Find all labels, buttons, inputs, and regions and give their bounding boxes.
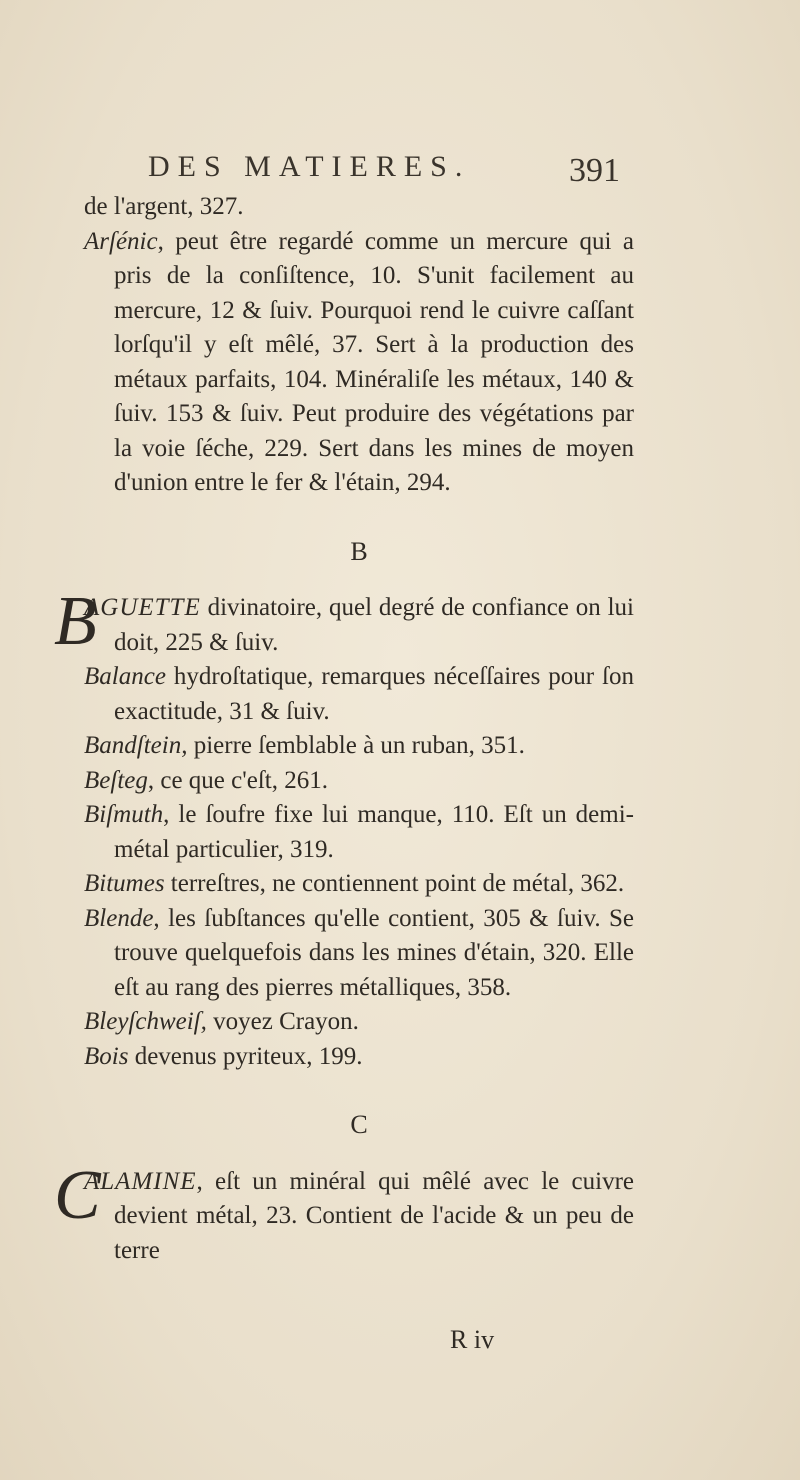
entry-text: divinatoire, quel degré de confiance on lui doit, 225 & ſuiv. (114, 594, 634, 656)
entry-term: Biſmuth (84, 801, 164, 828)
entry-besteg (84, 764, 634, 799)
entry-term: Bois (84, 1042, 129, 1070)
entry-arsenic (84, 225, 634, 501)
entry-text: hydroſtatique, remarques néceſſaires pour ſon exactitude, 31 & ſuiv. (114, 663, 634, 725)
entry-term: Bandſtein, (84, 732, 188, 759)
entry-calamine (54, 1156, 634, 1269)
drop-cap-b: B (54, 583, 97, 660)
entry-term: Bleyſchweiſ, (84, 1008, 207, 1035)
entry-term: AGUETTE (84, 594, 201, 621)
entry-balance (84, 660, 634, 729)
entry-term: Blende (84, 904, 154, 932)
section-letter-b: B (350, 536, 368, 566)
entry-baguette (54, 583, 634, 660)
entry-text: pierre ſemblable à un ruban, 351. (187, 732, 525, 759)
entry-text: , ce que c'eſt, 261. (147, 766, 328, 794)
entry-text: , les ſubſtances qu'elle contient, 305 & ſuiv. Se trouve quelquefois dans les mines d'étain, 320. Elle eſt au rang des pierres métalliques, 358. (114, 904, 634, 1001)
page-number: 391 (569, 152, 620, 189)
signature-mark: R iv (450, 1325, 495, 1354)
entry-bleyschweif (84, 1005, 634, 1040)
entry-bismuth (84, 798, 634, 867)
entry-text: terreſtres, ne contiennent point de métal, 362. (164, 870, 625, 897)
entry-bitumes (84, 867, 634, 902)
entry-text: voyez Crayon. (206, 1008, 359, 1035)
entry-term: ALAMINE (84, 1167, 197, 1195)
entry-text: , le ſoufre fixe lui manque, 110. Eſt un demi-métal particulier, 319. (114, 801, 634, 863)
entry-text: , eſt un minéral qui mêlé avec le cuivre devient métal, 23. Contient de l'acide & un peu de terre (114, 1167, 634, 1264)
entry-term: Beſteg (84, 766, 148, 794)
entry-text: devenus pyriteux, 199. (128, 1042, 363, 1070)
entry-bandstein (84, 729, 634, 764)
entry-term: Arſénic (84, 227, 158, 255)
entry-text: , peut être regardé comme un mercure qui a pris de la conſiſtence, 10. S'unit facilement au mercure, 12 & ſuiv. Pourquoi rend le cuivre caſſant lorſqu'il y eſt mêlé, 37. Sert à la production des métaux parfaits, 104. Minéraliſe les métaux, 140 & ſuiv. 153 & ſuiv. Peut produire des végétations par la voie ſéche, 229. Sert dans les mines de moyen d'union entre le fer & l'étain, 294. (114, 227, 634, 496)
entry-term: Balance (84, 663, 166, 690)
entry-term: Bitumes (84, 870, 165, 897)
running-head: DES MATIERES. (148, 150, 471, 183)
continued-entry (84, 190, 634, 225)
entry-blende (84, 902, 634, 1006)
drop-cap-c: C (54, 1156, 101, 1234)
entry-bois (84, 1040, 634, 1075)
continued-entry-text: de l'argent, 327. (84, 193, 244, 220)
section-letter-c: C (350, 1110, 368, 1139)
index-text (54, 190, 634, 1268)
